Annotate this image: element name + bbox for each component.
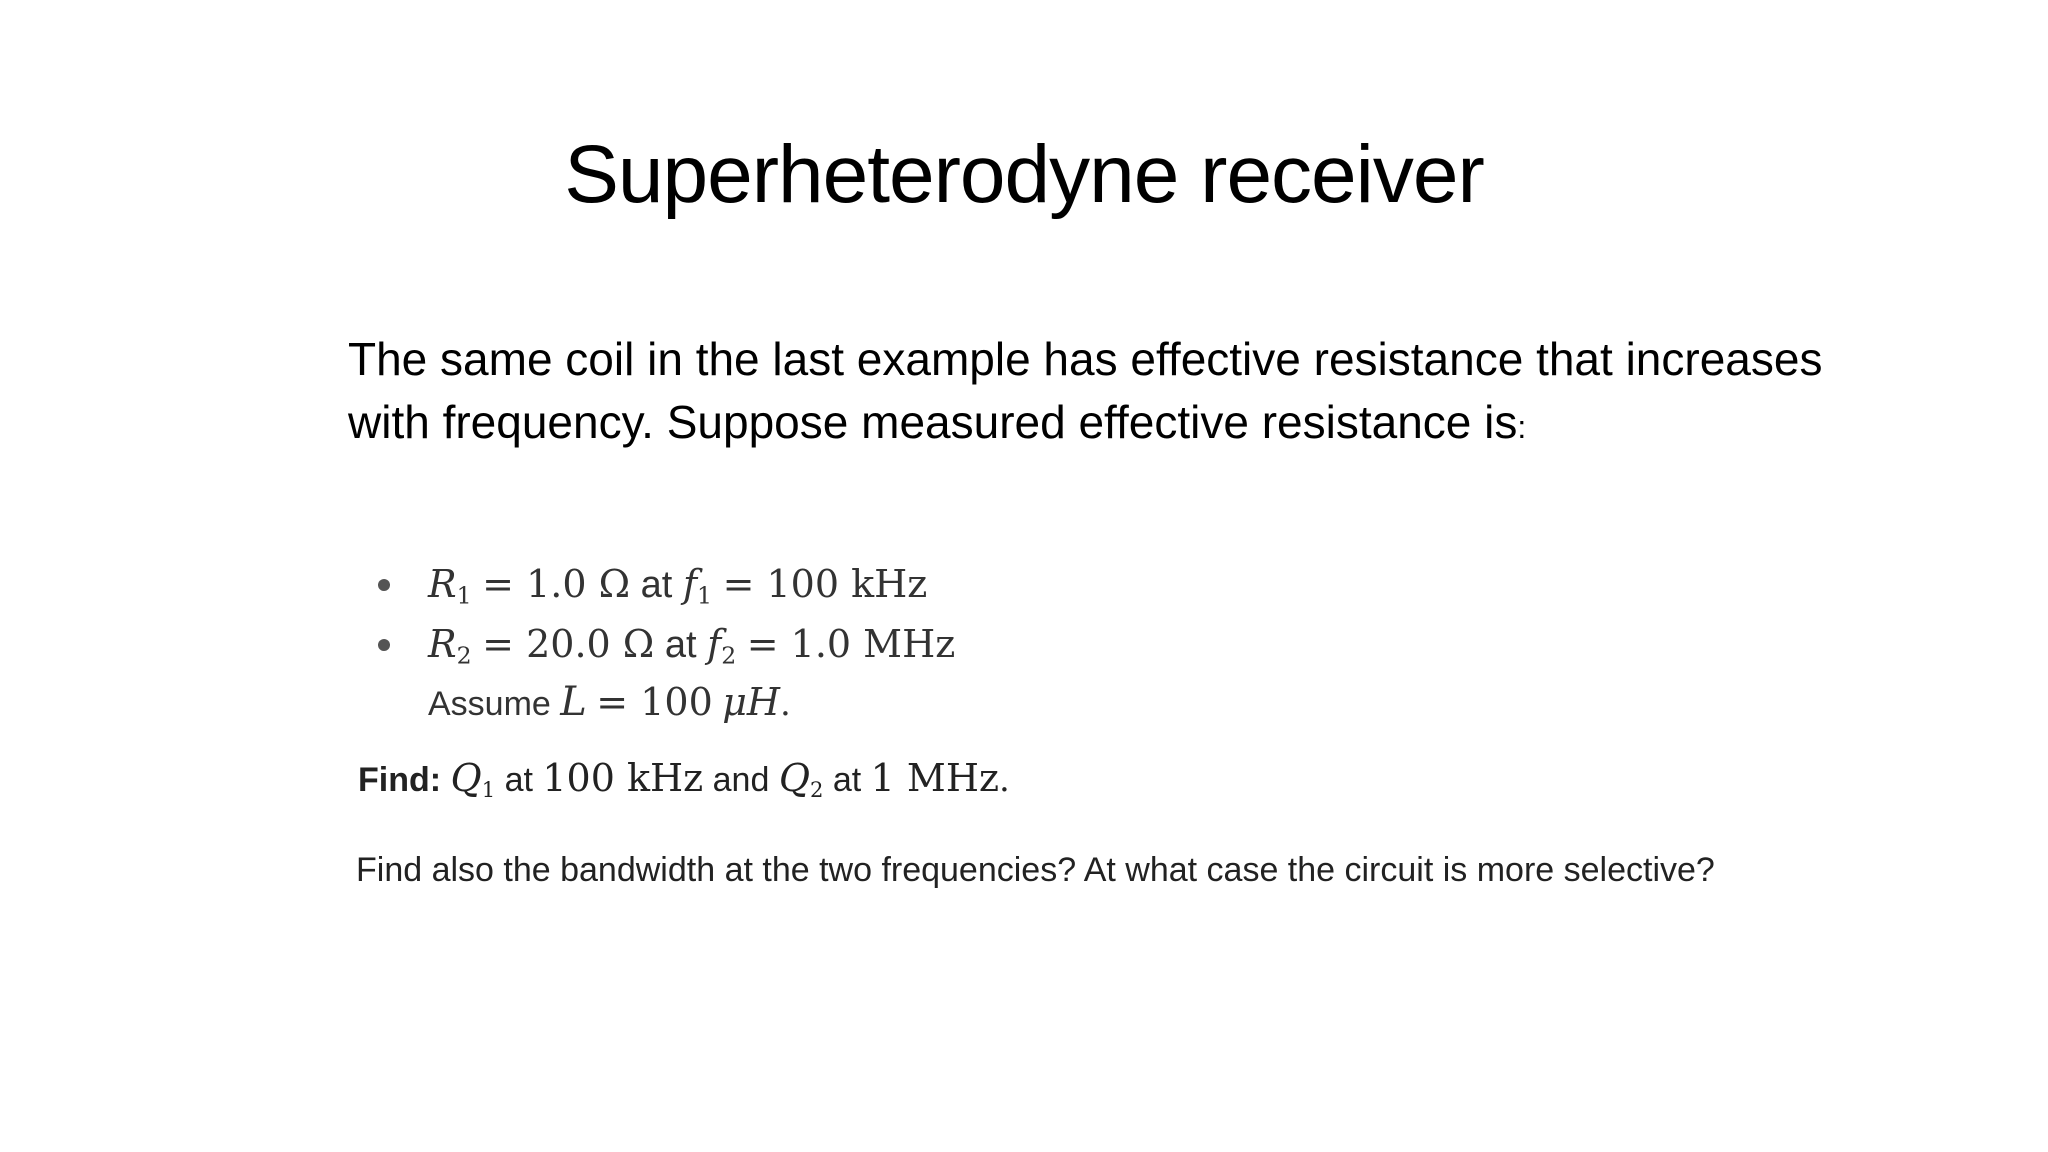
bullet-icon xyxy=(378,639,390,651)
intro-paragraph xyxy=(348,328,1908,459)
resistance-item-2 xyxy=(370,614,955,674)
f2-value: = 1.0 MHz xyxy=(746,622,956,666)
find-line xyxy=(358,748,1010,810)
assume-label: Assume xyxy=(428,685,551,723)
q1-subscript: 1 xyxy=(481,776,496,802)
f2-subscript: 2 xyxy=(721,641,737,670)
find-freq-1: 100 kHz xyxy=(542,756,704,800)
find-period: . xyxy=(998,760,1010,800)
bullet-icon xyxy=(378,579,390,591)
assumption-line xyxy=(428,672,791,734)
find-and: and xyxy=(712,761,770,799)
f1-value: = 100 kHz xyxy=(722,562,928,606)
intro-text: The same coil in the last example has effective resistance that increases with frequency. Suppose measured effective resistance is xyxy=(348,333,1823,448)
f1-symbol: f xyxy=(682,562,698,606)
q2-symbol: Q xyxy=(778,756,810,800)
find-at-2: at xyxy=(832,761,862,799)
resistance-list xyxy=(370,554,955,674)
r2-symbol: R xyxy=(428,622,457,666)
r2-at: at xyxy=(664,624,697,666)
inductance-symbol: L xyxy=(560,679,587,725)
f1-subscript: 1 xyxy=(697,581,712,610)
r1-subscript: 1 xyxy=(456,581,472,610)
slide-title: Superheterodyne receiver xyxy=(564,129,1484,220)
f2-symbol: f xyxy=(707,622,722,666)
find-freq-2: 1 MHz xyxy=(870,756,999,800)
r1-value: = 1.0 Ω xyxy=(482,562,631,606)
assume-period: . xyxy=(780,684,791,724)
r2-value: = 20.0 Ω xyxy=(482,622,655,666)
find-label: Find: xyxy=(358,761,442,799)
r2-subscript: 2 xyxy=(456,641,472,670)
q2-subscript: 2 xyxy=(809,776,824,802)
resistance-item-1 xyxy=(370,554,955,614)
inductance-value: = 100 xyxy=(596,680,713,724)
find-at-1: at xyxy=(504,761,533,799)
intro-colon: : xyxy=(1517,409,1527,445)
r1-at: at xyxy=(640,564,673,606)
q1-symbol: Q xyxy=(450,756,482,800)
inductance-unit: μH xyxy=(722,680,781,724)
bandwidth-question: Find also the bandwidth at the two frequencies? At what case the circuit is more selective? xyxy=(356,851,1715,889)
r1-symbol: R xyxy=(428,562,457,606)
